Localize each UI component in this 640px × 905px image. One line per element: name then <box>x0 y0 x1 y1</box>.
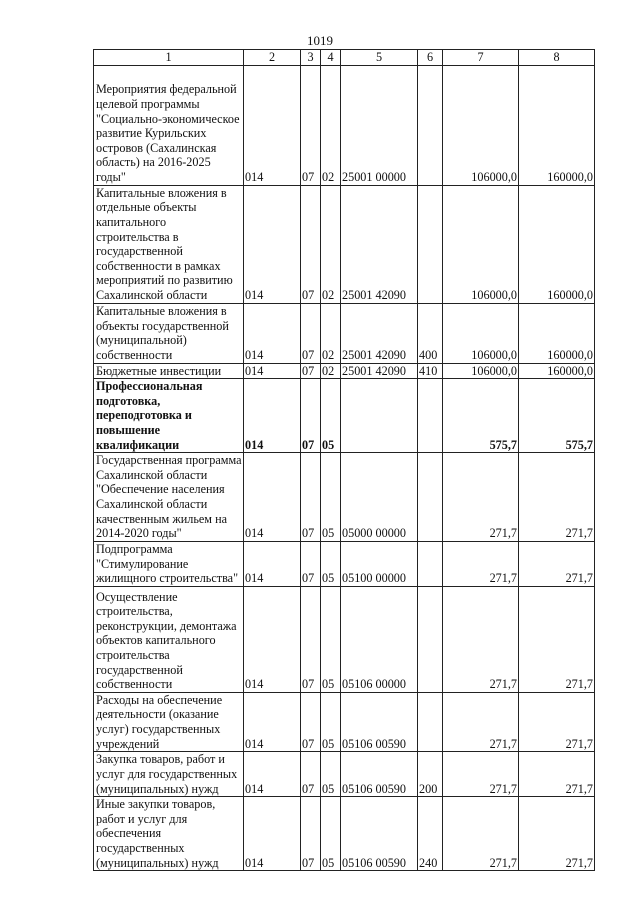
section-code: 07 <box>301 453 321 542</box>
subsection-code: 02 <box>321 303 341 363</box>
ministry-code: 014 <box>244 692 301 751</box>
table-row <box>94 303 595 363</box>
amount-year-2: 271,7 <box>519 541 595 586</box>
amount-year-2: 271,7 <box>519 453 595 542</box>
target-article: 05106 00000 <box>341 586 418 692</box>
amount-year-2: 160000,0 <box>519 65 595 185</box>
amount-year-1: 106000,0 <box>443 363 519 379</box>
target-article: 25001 00000 <box>341 65 418 185</box>
row-name: Капитальные вложения в отдельные объекты капитального строительства в государственной собственности в рамках мероприятий по развитию Сахалинской области <box>94 185 244 303</box>
amount-year-1: 106000,0 <box>443 65 519 185</box>
target-article: 25001 42090 <box>341 363 418 379</box>
amount-year-1: 271,7 <box>443 453 519 542</box>
ministry-code: 014 <box>244 752 301 797</box>
target-article: 05106 00590 <box>341 752 418 797</box>
ministry-code: 014 <box>244 797 301 871</box>
amount-year-2: 271,7 <box>519 586 595 692</box>
row-name: Государственная программа Сахалинской области "Обеспечение населения Сахалинской области качественным жильем на 2014-2020 годы" <box>94 453 244 542</box>
amount-year-1: 106000,0 <box>443 303 519 363</box>
ministry-code: 014 <box>244 185 301 303</box>
table-row <box>94 185 595 303</box>
amount-year-1: 575,7 <box>443 379 519 453</box>
amount-year-2: 160000,0 <box>519 363 595 379</box>
section-code: 07 <box>301 65 321 185</box>
subsection-code: 05 <box>321 752 341 797</box>
expense-type <box>418 586 443 692</box>
section-code: 07 <box>301 797 321 871</box>
target-article <box>341 379 418 453</box>
table-row <box>94 379 595 453</box>
row-name: Расходы на обеспечение деятельности (оказание услуг) государственных учреждений <box>94 692 244 751</box>
header-col-2: 2 <box>244 50 301 66</box>
target-article: 25001 42090 <box>341 303 418 363</box>
amount-year-1: 271,7 <box>443 752 519 797</box>
amount-year-2: 271,7 <box>519 752 595 797</box>
table-body <box>94 65 595 871</box>
table-row <box>94 752 595 797</box>
section-code: 07 <box>301 586 321 692</box>
expense-type <box>418 692 443 751</box>
amount-year-2: 575,7 <box>519 379 595 453</box>
target-article: 25001 42090 <box>341 185 418 303</box>
row-name: Профессиональная подготовка, переподготовка и повышение квалификации <box>94 379 244 453</box>
table-row <box>94 541 595 586</box>
expense-type: 400 <box>418 303 443 363</box>
amount-year-2: 271,7 <box>519 797 595 871</box>
row-name: Подпрограмма "Стимулирование жилищного строительства" <box>94 541 244 586</box>
target-article: 05100 00000 <box>341 541 418 586</box>
expense-type: 240 <box>418 797 443 871</box>
header-row <box>94 50 595 66</box>
amount-year-1: 271,7 <box>443 692 519 751</box>
ministry-code: 014 <box>244 379 301 453</box>
table-row <box>94 363 595 379</box>
ministry-code: 014 <box>244 303 301 363</box>
budget-table <box>93 49 595 871</box>
expense-type: 200 <box>418 752 443 797</box>
ministry-code: 014 <box>244 363 301 379</box>
section-code: 07 <box>301 379 321 453</box>
expense-type: 410 <box>418 363 443 379</box>
expense-type <box>418 379 443 453</box>
target-article: 05106 00590 <box>341 692 418 751</box>
table-row <box>94 797 595 871</box>
subsection-code: 05 <box>321 541 341 586</box>
page-number: 1019 <box>307 33 333 48</box>
section-code: 07 <box>301 185 321 303</box>
row-name: Бюджетные инвестиции <box>94 363 244 379</box>
amount-year-1: 271,7 <box>443 586 519 692</box>
subsection-code: 05 <box>321 453 341 542</box>
subsection-code: 05 <box>321 797 341 871</box>
expense-type <box>418 453 443 542</box>
target-article: 05106 00590 <box>341 797 418 871</box>
section-code: 07 <box>301 303 321 363</box>
amount-year-2: 160000,0 <box>519 303 595 363</box>
expense-type <box>418 541 443 586</box>
header-col-4: 4 <box>321 50 341 66</box>
amount-year-1: 271,7 <box>443 541 519 586</box>
amount-year-1: 271,7 <box>443 797 519 871</box>
header-col-8: 8 <box>519 50 595 66</box>
subsection-code: 02 <box>321 185 341 303</box>
header-col-1: 1 <box>94 50 244 66</box>
section-code: 07 <box>301 692 321 751</box>
subsection-code: 02 <box>321 65 341 185</box>
subsection-code: 02 <box>321 363 341 379</box>
ministry-code: 014 <box>244 65 301 185</box>
section-code: 07 <box>301 363 321 379</box>
table-row <box>94 692 595 751</box>
row-name: Капитальные вложения в объекты государственной (муниципальной) собственности <box>94 303 244 363</box>
target-article: 05000 00000 <box>341 453 418 542</box>
row-name: Мероприятия федеральной целевой программы "Социально-экономическое развитие Курильских островов (Сахалинская область) на 2016-2025 годы" <box>94 65 244 185</box>
header-col-3: 3 <box>301 50 321 66</box>
row-name: Закупка товаров, работ и услуг для государственных (муниципальных) нужд <box>94 752 244 797</box>
amount-year-2: 160000,0 <box>519 185 595 303</box>
table-row <box>94 65 595 185</box>
subsection-code: 05 <box>321 379 341 453</box>
subsection-code: 05 <box>321 692 341 751</box>
table-row <box>94 453 595 542</box>
subsection-code: 05 <box>321 586 341 692</box>
row-name: Осуществление строительства, реконструкции, демонтажа объектов капитального строительства государственной собственности <box>94 586 244 692</box>
amount-year-1: 106000,0 <box>443 185 519 303</box>
ministry-code: 014 <box>244 586 301 692</box>
header-col-5: 5 <box>341 50 418 66</box>
header-col-6: 6 <box>418 50 443 66</box>
ministry-code: 014 <box>244 541 301 586</box>
ministry-code: 014 <box>244 453 301 542</box>
table-row <box>94 586 595 692</box>
header-col-7: 7 <box>443 50 519 66</box>
section-code: 07 <box>301 752 321 797</box>
expense-type <box>418 65 443 185</box>
amount-year-2: 271,7 <box>519 692 595 751</box>
row-name: Иные закупки товаров, работ и услуг для обеспечения государственных (муниципальных) нужд <box>94 797 244 871</box>
expense-type <box>418 185 443 303</box>
section-code: 07 <box>301 541 321 586</box>
